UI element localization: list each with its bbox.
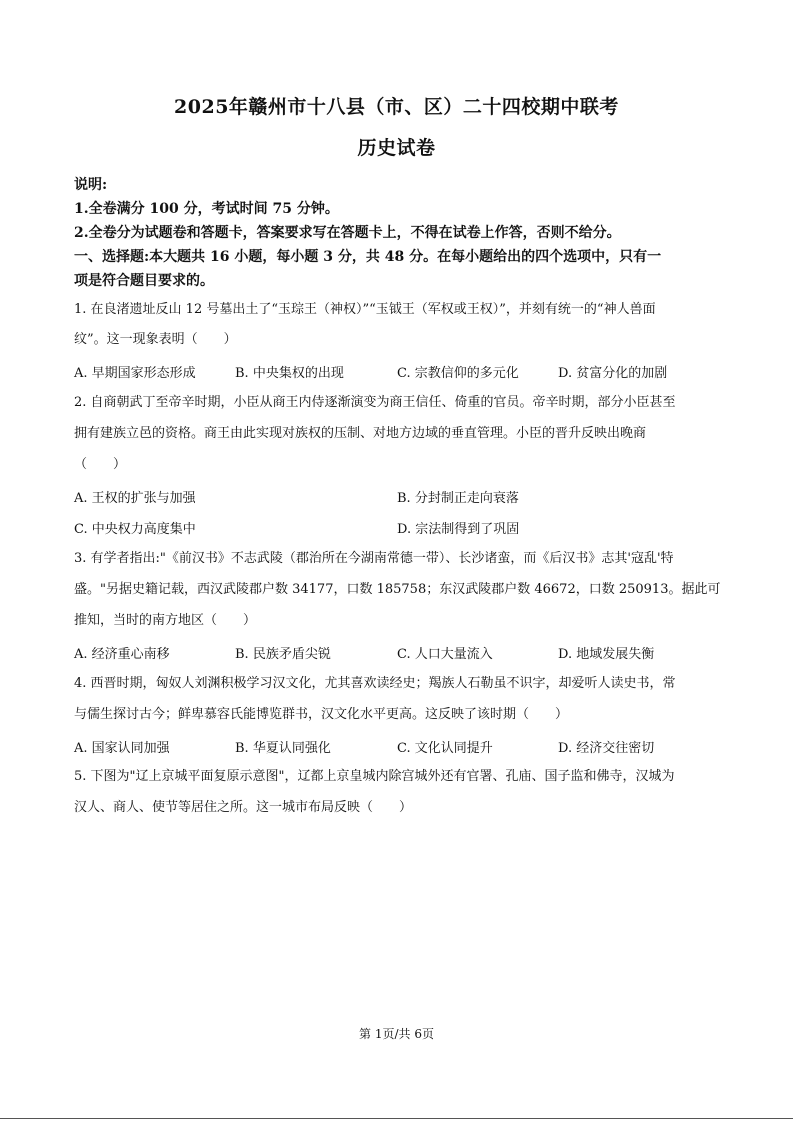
question-5-line-1: 5. 下图为"辽上京城平面复原示意图"，辽都上京皇城内除宫城外还有官署、孔庙、国子监和佛寺，汉城为: [74, 769, 675, 784]
question-1-option-a: A. 早期国家形态形成: [74, 366, 196, 381]
question-5-line-2: 汉人、商人、使节等居住之所。这一城市布局反映（ ）: [74, 800, 413, 815]
section-heading-line-1: 一、选择题:本大题共 16 小题，每小题 3 分，共 48 分。在每小题给出的四个选项中，只有一: [74, 249, 662, 265]
question-3-option-d: D. 地域发展失衡: [558, 647, 655, 662]
question-4-option-b: B. 华夏认同强化: [235, 741, 331, 756]
question-3-line-2: 盛。"另据史籍记载，西汉武陵郡户数 34177，口数 185758；东汉武陵郡户数 46672，口数 250913。据此可: [74, 582, 721, 597]
question-2-option-a: A. 王权的扩张与加强: [74, 491, 196, 506]
question-1-option-d: D. 贫富分化的加剧: [558, 366, 668, 381]
question-2-line-3: （ ）: [74, 457, 127, 472]
question-1-line-1: 1. 在良渚遗址反山 12 号墓出土了“玉琮王（神权）”“玉钺王（军权或王权）”，并刻有统一的“神人兽面: [74, 302, 656, 317]
question-2-line-2: 拥有建族立邑的资格。商王由此实现对族权的压制、对地方边域的垂直管理。小臣的晋升反映出晚商: [74, 426, 647, 441]
section-heading-line-2: 项是符合题目要求的。: [74, 273, 214, 289]
question-2-option-b: B. 分封制正走向衰落: [397, 491, 519, 506]
question-3-line-1: 3. 有学者指出:"《前汉书》不志武陵（郡治所在今湖南常德一带）、长沙诸蛮，而《后汉书》志其'寇乱'特: [74, 551, 674, 566]
question-4-line-2: 与儒生探讨古今；鲜卑慕容氏能博览群书，汉文化水平更高。这反映了该时期（ ）: [74, 707, 569, 722]
question-4-option-a: A. 国家认同加强: [74, 741, 170, 756]
instructions-label: 说明:: [74, 177, 108, 193]
question-2-option-d: D. 宗法制得到了巩固: [397, 522, 520, 537]
question-3-option-b: B. 民族矛盾尖锐: [235, 647, 331, 662]
exam-subtitle: 历史试卷: [357, 137, 436, 159]
instruction-item-2: 2.全卷分为试题卷和答题卡，答案要求写在答题卡上，不得在试卷上作答，否则不给分。: [74, 225, 621, 241]
question-3-option-c: C. 人口大量流入: [397, 647, 493, 662]
question-2-option-c: C. 中央权力高度集中: [74, 522, 196, 537]
exam-title: 2025年赣州市十八县（市、区）二十四校期中联考: [174, 96, 619, 118]
question-1-option-b: B. 中央集权的出现: [235, 366, 344, 381]
question-1-option-c: C. 宗教信仰的多元化: [397, 366, 519, 381]
question-4-line-1: 4. 西晋时期，匈奴人刘渊积极学习汉文化，尤其喜欢读经史；羯族人石勒虽不识字，却爱听人读史书，常: [74, 676, 676, 691]
bottom-divider: [0, 1118, 793, 1119]
question-4-option-d: D. 经济交往密切: [558, 741, 655, 756]
question-1-line-2: 纹”。这一现象表明（ ）: [74, 332, 237, 347]
question-3-option-a: A. 经济重心南移: [74, 647, 170, 662]
page-number: 第 1页/共 6页: [359, 1027, 434, 1041]
question-2-line-1: 2. 自商朝武丁至帝辛时期，小臣从商王内侍逐渐演变为商王信任、倚重的官员。帝辛时期，部分小臣甚至: [74, 395, 676, 410]
instruction-item-1: 1.全卷满分 100 分，考试时间 75 分钟。: [74, 201, 339, 217]
question-3-line-3: 推知，当时的南方地区（ ）: [74, 613, 257, 628]
question-4-option-c: C. 文化认同提升: [397, 741, 493, 756]
